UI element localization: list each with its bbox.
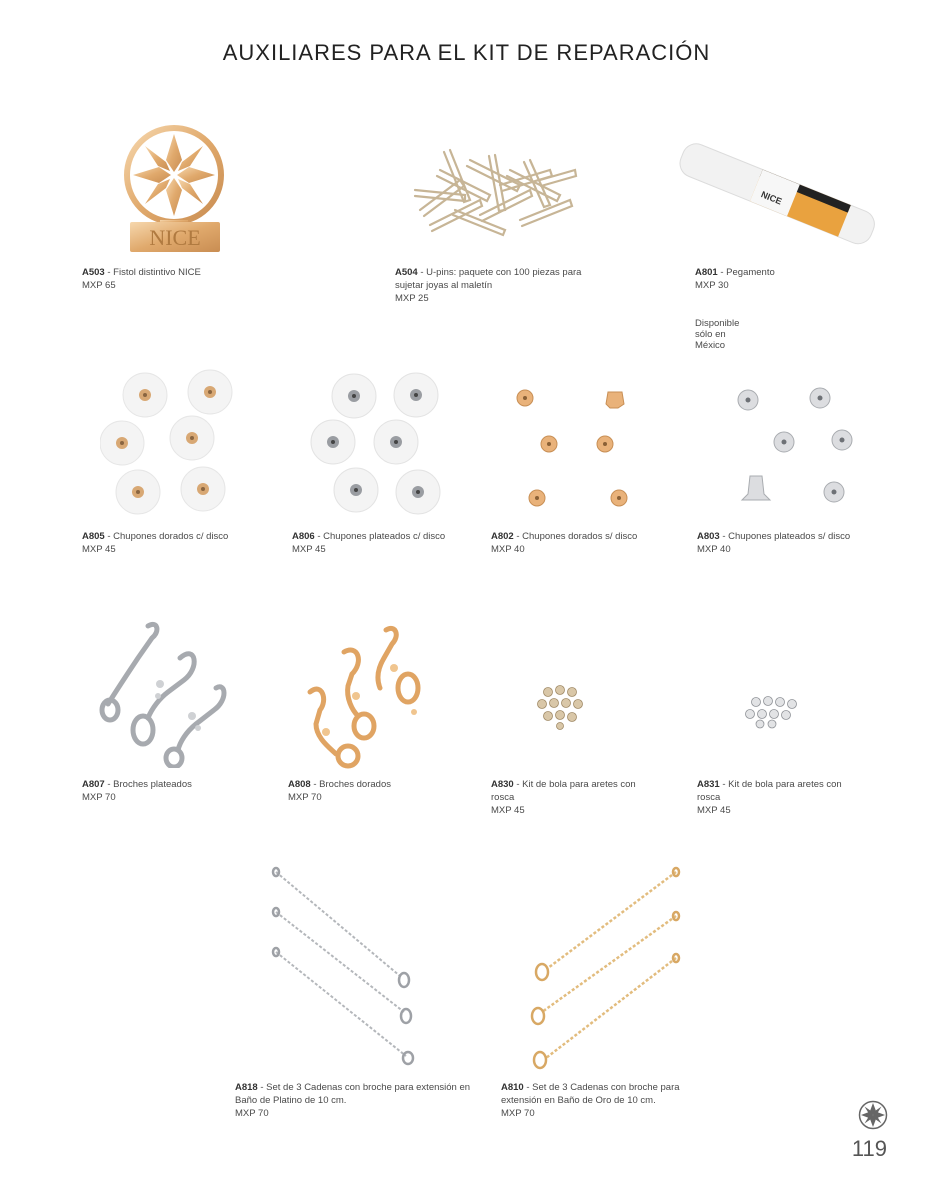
- caption-a807: [82, 778, 312, 804]
- product-price: MXP 45: [697, 805, 731, 816]
- gold-disc-backs-image: [100, 368, 240, 518]
- product-price: MXP 70: [288, 792, 322, 803]
- pin-logo-text: NICE: [149, 225, 201, 250]
- glue-tube-image: [676, 126, 886, 256]
- product-desc: - Fistol distintivo NICE: [104, 267, 201, 278]
- product-desc: - Broches dorados: [310, 779, 391, 790]
- caption-a808: [288, 778, 518, 804]
- product-code: A801: [695, 267, 718, 278]
- caption-a818: [235, 1081, 480, 1120]
- product-code: A802: [491, 531, 514, 542]
- product-code: A503: [82, 267, 105, 278]
- gold-clasps-image: [296, 622, 446, 772]
- product-price: MXP 30: [695, 280, 729, 291]
- caption-a830: [491, 778, 661, 817]
- product-price: MXP 45: [292, 544, 326, 555]
- caption-a801: [695, 266, 925, 292]
- caption-a503: [82, 266, 312, 292]
- product-desc: - Kit de bola para aretes con rosca: [697, 779, 842, 803]
- brand-flower-icon: [858, 1100, 888, 1130]
- nice-pin-image: [122, 120, 226, 255]
- product-desc: - Chupones plateados s/ disco: [719, 531, 851, 542]
- tube-label-text: NICE: [759, 189, 784, 207]
- product-price: MXP 65: [82, 280, 116, 291]
- product-price: MXP 45: [82, 544, 116, 555]
- product-price: MXP 70: [501, 1108, 535, 1119]
- product-desc: - Pegamento: [717, 267, 775, 278]
- silver-backs-no-disc-image: [730, 384, 860, 508]
- caption-a504: [395, 266, 595, 305]
- product-desc: - U-pins: paquete con 100 piezas para sujetar joyas al maletín: [395, 267, 582, 291]
- gold-screw-balls-image: [532, 684, 592, 730]
- gold-backs-no-disc-image: [510, 386, 630, 510]
- product-code: A818: [235, 1082, 258, 1093]
- product-price: MXP 40: [697, 544, 731, 555]
- product-code: A807: [82, 779, 105, 790]
- page-title: AUXILIARES PARA EL KIT DE REPARACIÓN: [222, 40, 711, 65]
- product-desc: - Set de 3 Cadenas con broche para extensión en Baño de Oro de 10 cm.: [501, 1082, 680, 1106]
- product-code: A806: [292, 531, 315, 542]
- product-code: A805: [82, 531, 105, 542]
- silver-screw-balls-image: [742, 694, 802, 730]
- product-price: MXP 45: [491, 805, 525, 816]
- product-desc: - Chupones dorados c/ disco: [104, 531, 229, 542]
- caption-a831: [697, 778, 867, 817]
- caption-a803: [697, 530, 927, 556]
- product-price: MXP 40: [491, 544, 525, 555]
- product-desc: - Chupones dorados s/ disco: [513, 531, 638, 542]
- silver-clasps-image: [88, 618, 228, 768]
- product-price: MXP 70: [235, 1108, 269, 1119]
- caption-a802: [491, 530, 721, 556]
- silver-disc-backs-image: [306, 368, 446, 518]
- product-code: A810: [501, 1082, 524, 1093]
- product-code: A504: [395, 267, 418, 278]
- product-desc: - Kit de bola para aretes con rosca: [491, 779, 636, 803]
- product-price: MXP 25: [395, 293, 429, 304]
- product-code: A808: [288, 779, 311, 790]
- gold-extension-chains-image: [526, 862, 686, 1072]
- product-price: MXP 70: [82, 792, 116, 803]
- product-code: A831: [697, 779, 720, 790]
- availability-note: Disponible sólo en México: [695, 318, 740, 351]
- page-number: 119: [851, 1136, 887, 1161]
- silver-extension-chains-image: [270, 866, 420, 1066]
- product-code: A803: [697, 531, 720, 542]
- product-desc: - Chupones plateados c/ disco: [314, 531, 446, 542]
- product-code: A830: [491, 779, 514, 790]
- u-pins-image: [410, 140, 580, 240]
- caption-a806: [292, 530, 522, 556]
- caption-a810: [501, 1081, 701, 1120]
- caption-a805: [82, 530, 312, 556]
- product-desc: - Broches plateados: [104, 779, 192, 790]
- product-desc: - Set de 3 Cadenas con broche para extensión en Baño de Platino de 10 cm.: [235, 1082, 471, 1106]
